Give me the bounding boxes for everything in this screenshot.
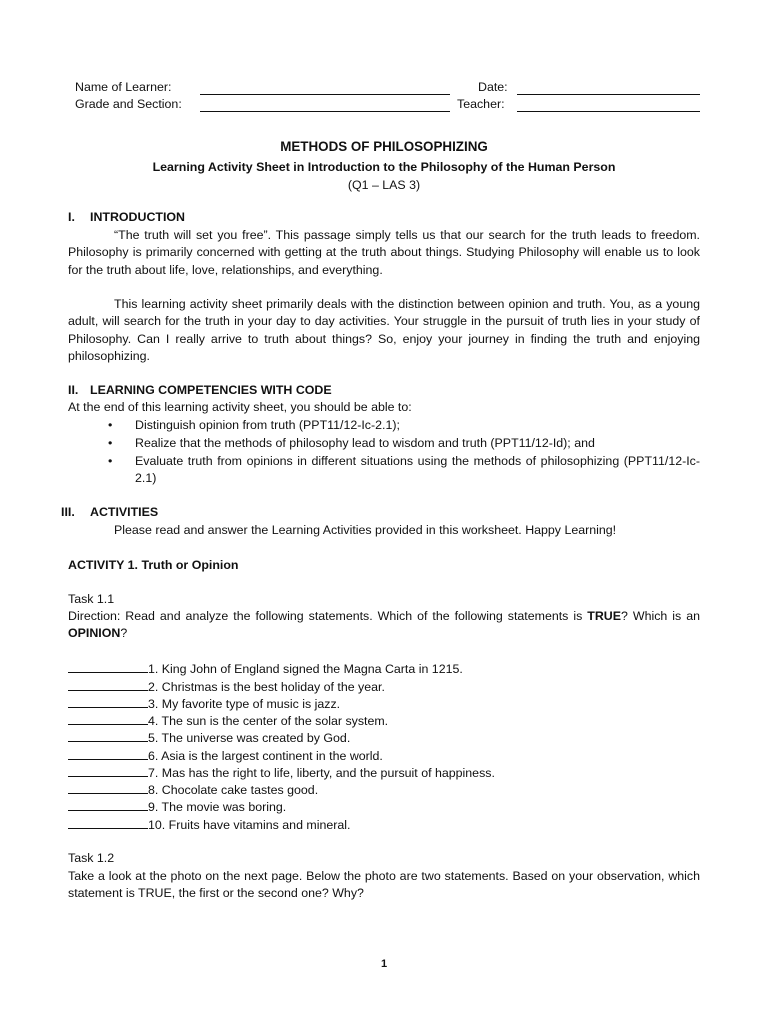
answer-blank[interactable] — [68, 764, 148, 777]
lesson-code: (Q1 – LAS 3) — [347, 178, 421, 192]
section-heading-activities: ACTIVITIES — [90, 505, 159, 519]
statement-text: 4. The sun is the center of the solar system. — [148, 714, 389, 728]
statement-item — [68, 747, 383, 765]
statement-item — [68, 781, 318, 799]
bullet-icon: • — [108, 454, 113, 468]
answer-blank[interactable] — [68, 729, 148, 742]
statement-text: 9. The movie was boring. — [148, 800, 287, 814]
activity-heading: ACTIVITY 1. Truth or Opinion — [68, 558, 239, 572]
statement-text: 5. The universe was created by God. — [148, 731, 351, 745]
statement-text: 7. Mas has the right to life, liberty, and the pursuit of happiness. — [148, 766, 495, 780]
page-subtitle: Learning Activity Sheet in Introduction to the Philosophy of the Human Person — [152, 160, 616, 174]
answer-blank[interactable] — [68, 816, 148, 829]
intro-paragraph-2: This learning activity sheet primarily deals with the distinction between opinion and truth. You, as a young adult, will search for the truth in your day to day activities. Your struggle in the pursuit of truth lies in your study of Philosophy. Can I really arrive to truth about things? So, enjoy your journey in finding the truth and enjoying philosophizing. — [68, 297, 700, 363]
date-label: Date: — [478, 80, 508, 94]
name-field-line[interactable] — [200, 94, 450, 95]
teacher-field-line[interactable] — [517, 111, 700, 112]
answer-blank[interactable] — [68, 781, 148, 794]
direction-true: TRUE — [587, 609, 622, 623]
direction-text: ? Which is an — [621, 609, 700, 623]
statement-text: 2. Christmas is the best holiday of the year. — [148, 680, 385, 694]
section-heading-introduction: INTRODUCTION — [90, 210, 185, 224]
statement-item — [68, 764, 495, 782]
answer-blank[interactable] — [68, 678, 148, 691]
statement-text: 8. Chocolate cake tastes good. — [148, 783, 319, 797]
statement-item — [68, 729, 350, 747]
answer-blank[interactable] — [68, 660, 148, 673]
statement-text: 1. King John of England signed the Magna Carta in 1215. — [148, 662, 463, 676]
statement-item — [68, 816, 350, 834]
date-field-line[interactable] — [517, 94, 700, 95]
competencies-intro: At the end of this learning activity sheet, you should be able to: — [68, 400, 412, 414]
teacher-label: Teacher: — [457, 97, 505, 111]
task-2-text: Take a look at the photo on the next page. Below the photo are two statements. Based on your observation, which statement is TRUE, the first or the second one? Why? — [68, 869, 700, 901]
statement-text: 6. Asia is the largest continent in the world. — [148, 749, 383, 763]
page-title: METHODS OF PHILOSOPHIZING — [280, 139, 488, 154]
task-label: Task 1.1 — [68, 592, 115, 606]
answer-blank[interactable] — [68, 695, 148, 708]
statement-item — [68, 798, 286, 816]
direction-text: Direction: Read and analyze the following statements. Which of the following statements is — [68, 609, 588, 623]
statement-item — [68, 660, 463, 678]
bullet-icon: • — [108, 436, 113, 450]
list-item — [108, 417, 700, 434]
statement-item — [68, 695, 340, 713]
task-direction — [68, 608, 700, 643]
section-numeral: II. — [68, 383, 79, 397]
section-numeral: III. — [61, 505, 75, 519]
grade-field-line[interactable] — [200, 111, 450, 112]
statement-text: 10. Fruits have vitamins and mineral. — [148, 818, 351, 832]
list-item — [108, 435, 700, 452]
answer-blank[interactable] — [68, 712, 148, 725]
task-label: Task 1.2 — [68, 851, 115, 865]
page-number: 1 — [380, 958, 388, 970]
bullet-icon: • — [108, 418, 113, 432]
section-numeral: I. — [68, 210, 75, 224]
answer-blank[interactable] — [68, 747, 148, 760]
grade-label: Grade and Section: — [75, 97, 182, 111]
answer-blank[interactable] — [68, 798, 148, 811]
list-item — [108, 453, 700, 488]
statement-text: 3. My favorite type of music is jazz. — [148, 697, 341, 711]
intro-paragraph-1: “The truth will set you free”. This passage simply tells us that our search for the truth leads to freedom. Philosophy is primarily concerned with getting at the truth about things. Studying Philosophy will enable us to look for the truth about life, love, relationships, and everything. — [68, 228, 700, 277]
direction-text: ? — [120, 626, 128, 641]
direction-opinion: OPINION — [68, 626, 121, 641]
name-label: Name of Learner: — [75, 80, 172, 94]
section-heading-competencies: LEARNING COMPETENCIES WITH CODE — [90, 383, 332, 397]
activities-text: Please read and answer the Learning Activities provided in this worksheet. Happy Learning! — [114, 523, 617, 537]
statement-item — [68, 712, 388, 730]
competency-text: Evaluate truth from opinions in different situations using the methods of philosophizing (PPT11/12-Ic-2.1) — [135, 454, 700, 486]
competency-text: Distinguish opinion from truth (PPT11/12-Ic-2.1); — [135, 418, 400, 432]
competency-text: Realize that the methods of philosophy lead to wisdom and truth (PPT11/12-Id); and — [135, 436, 595, 450]
statement-item — [68, 678, 385, 696]
